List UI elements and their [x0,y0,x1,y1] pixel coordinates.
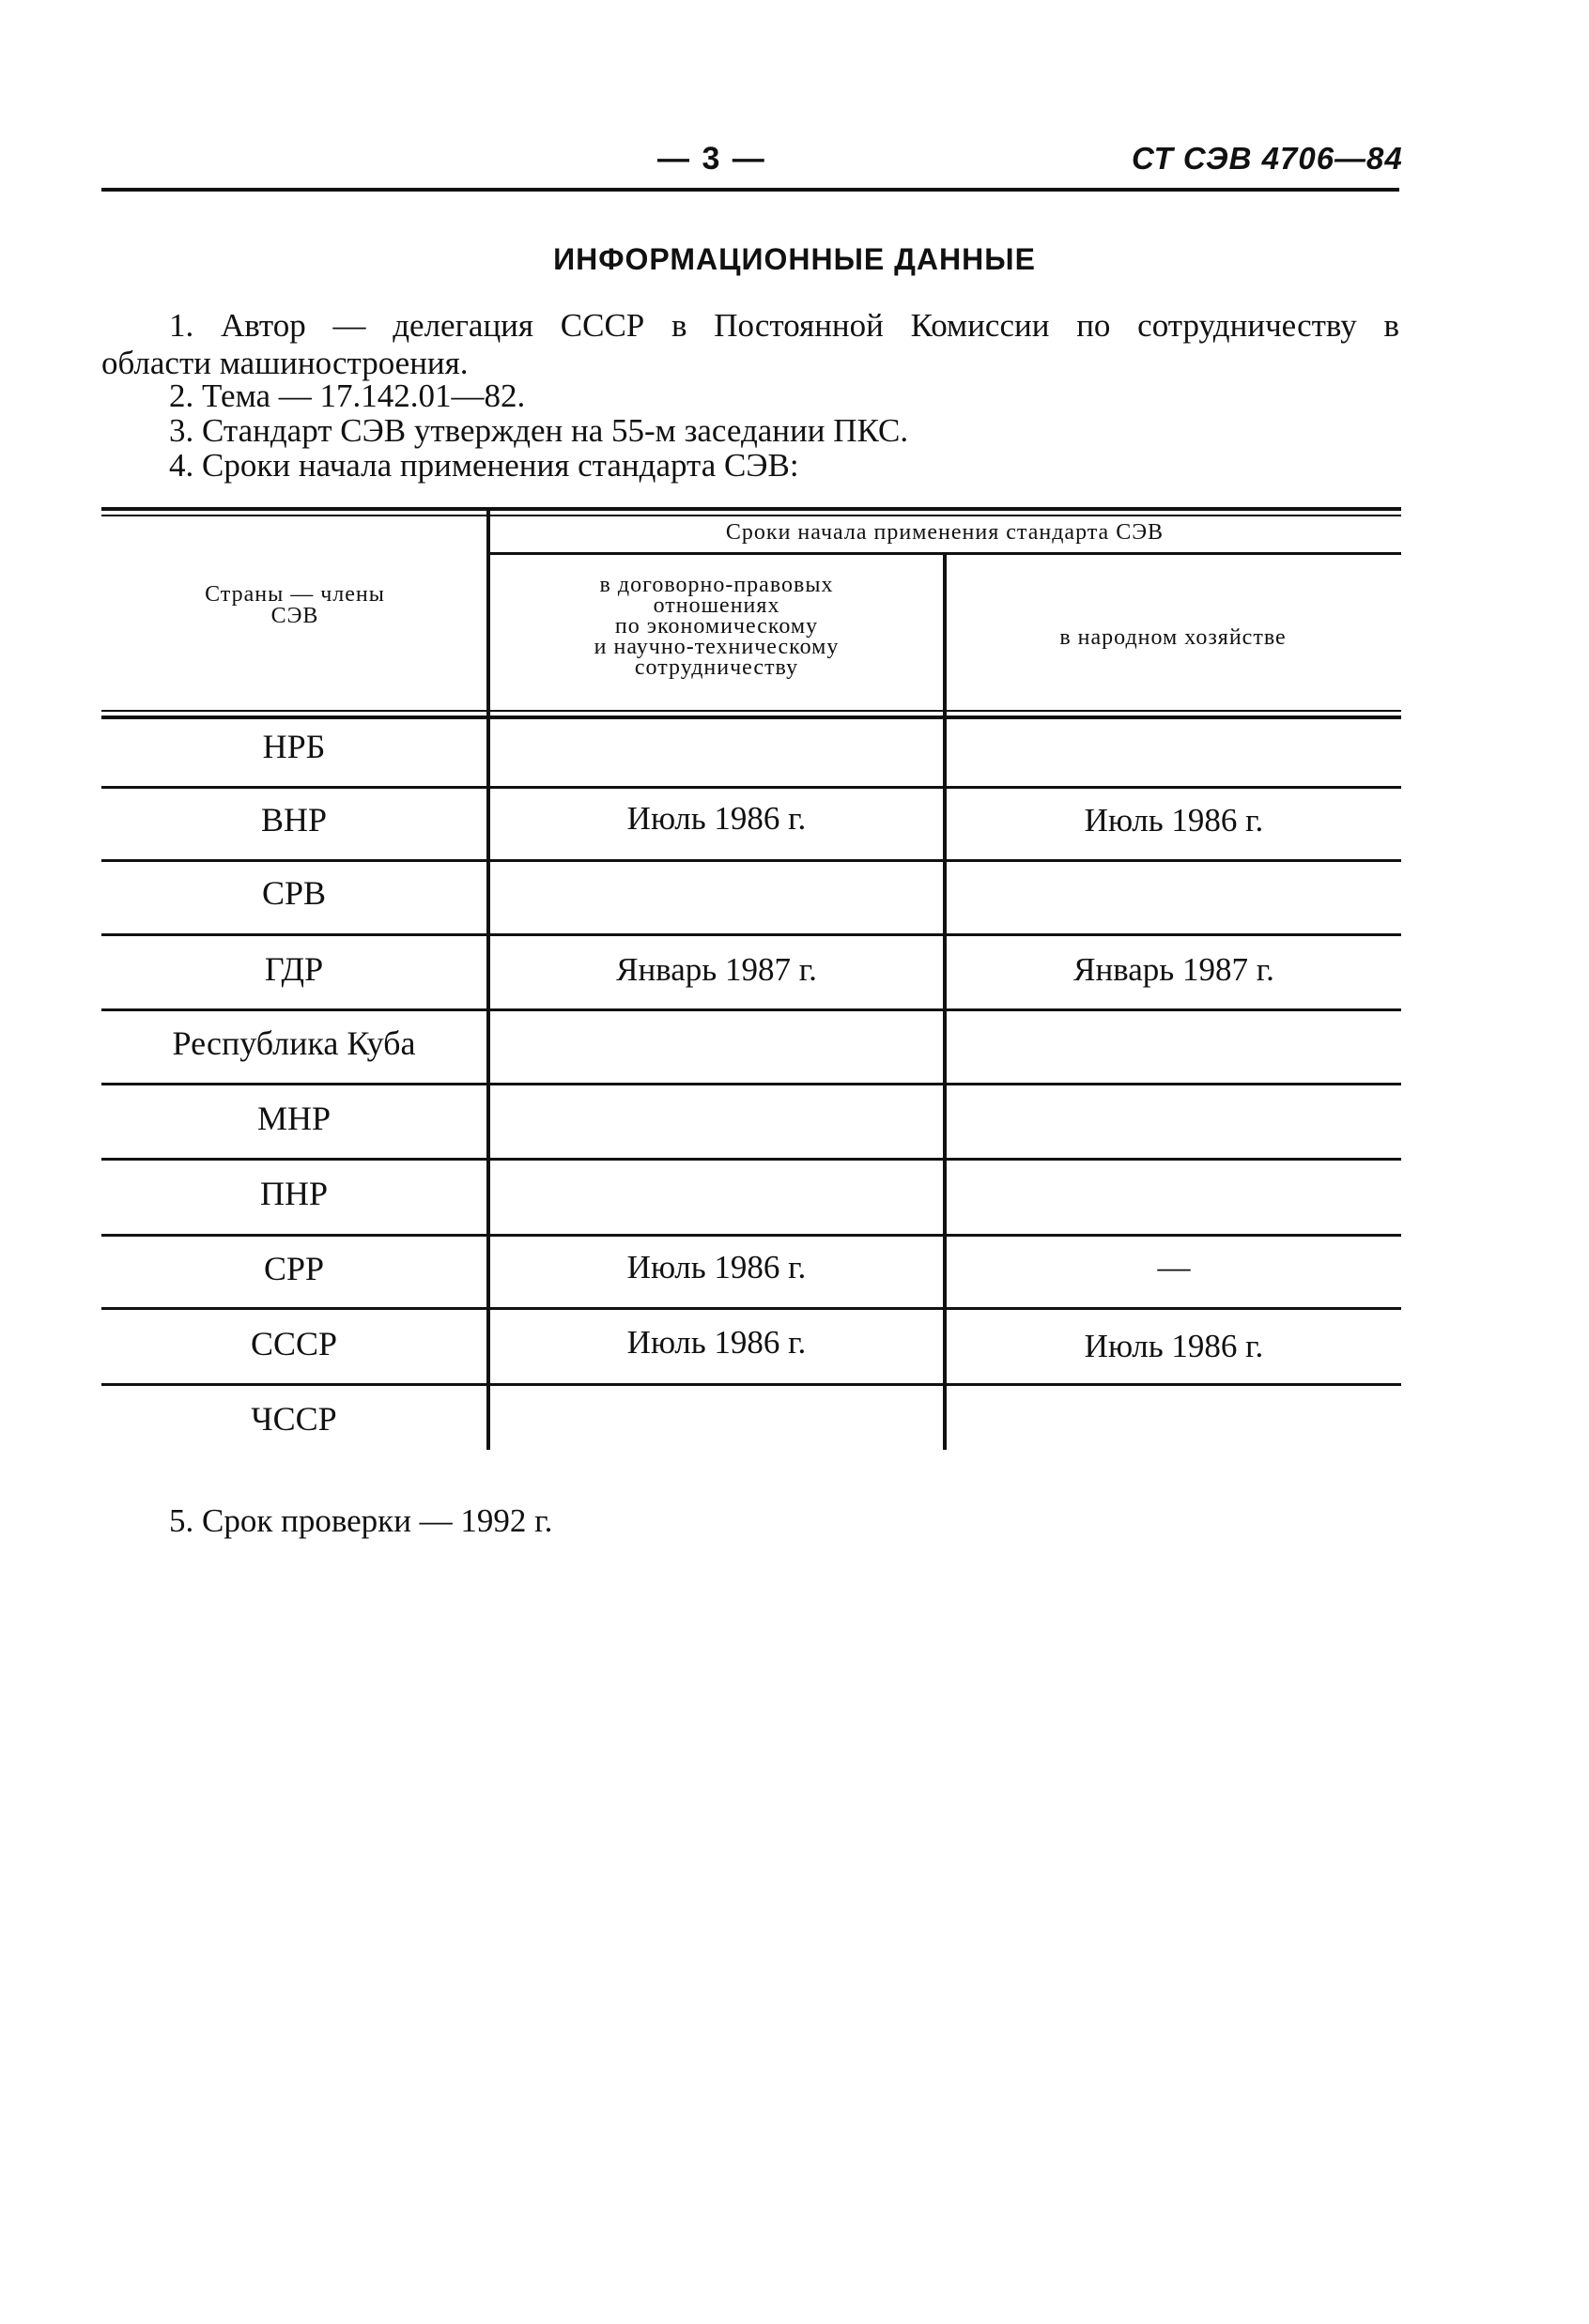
table-row-country: МНР [256,1100,332,1137]
col-header-countries [101,584,488,627]
col-header-countries-line1: Страны — члены [205,582,385,607]
col-header-economy: в народном хозяйстве [1059,625,1287,650]
table-row-economy: Январь 1987 г. [1073,951,1274,988]
col-header-contract-line: отношениях [653,593,780,618]
table-row-country: Республика Куба [172,1024,416,1062]
table-row-country: СССР [250,1325,338,1362]
table-row-contract: Июль 1986 г. [626,1324,807,1361]
table-row-contract: Июль 1986 г. [626,800,807,837]
table-row-country: ЧССР [251,1400,337,1438]
group-header: Сроки начала применения стандарта СЭВ [725,520,1165,545]
col-header-contract-line: в договорно-правовых [599,573,834,597]
page-title: ИНФОРМАЦИОННЫЕ ДАННЫЕ [553,242,1036,276]
row-rule [101,1008,1401,1011]
table-row-country: СРР [263,1250,325,1287]
table-row-contract: Январь 1987 г. [616,951,817,988]
row-rule [101,1158,1401,1161]
paragraph-dates: 4. Сроки начала применения стандарта СЭВ: [169,447,799,484]
header-bottom-rule [101,710,1401,712]
table-top-rule-thin [101,515,1401,516]
row-rule [101,1083,1401,1085]
page-number: — 3 — [657,141,766,177]
paragraph-review: 5. Срок проверки — 1992 г. [169,1502,553,1539]
paragraph-topic: 2. Тема — 17.142.01—82. [169,377,526,414]
table-row-country: ПНР [259,1175,329,1212]
table-row-country: НРБ [262,728,326,765]
table-row-country: ГДР [264,950,324,988]
col-header-contract-line: по экономическому [614,614,819,639]
document-code: СТ СЭВ 4706—84 [1132,141,1403,176]
col-header-contract-line: и научно-техническому [594,635,840,659]
table-row-contract: Июль 1986 г. [626,1249,807,1285]
table-row-country: ВНР [260,801,328,839]
col-header-countries-line2: СЭВ [270,604,319,628]
row-rule [101,786,1401,789]
paragraph-author: 1. Автор — делегация СССР в Постоянной Комиссии по сотрудничеству в [169,307,1399,344]
paragraph-approval: 3. Стандарт СЭВ утвержден на 55-м заседании ПКС. [169,412,909,449]
header-bottom-rule-thick [101,716,1401,719]
row-rule [101,1234,1401,1237]
table-row-economy: Июль 1986 г. [1084,802,1264,839]
row-rule [101,859,1401,862]
table-row-economy: Июль 1986 г. [1084,1328,1264,1364]
row-rule [101,933,1401,936]
col-header-contract [488,575,945,678]
row-rule [101,1383,1401,1386]
col-header-contract-line: сотрудничеству [634,655,799,680]
table-row-economy: — [1157,1249,1191,1285]
col-divider-2 [943,555,947,1450]
paragraph-author-continued: области машиностроения. [101,345,469,381]
header-rule [101,188,1399,192]
table-top-rule [101,507,1401,511]
table-row-country: СРВ [261,874,327,912]
row-rule [101,1307,1401,1310]
